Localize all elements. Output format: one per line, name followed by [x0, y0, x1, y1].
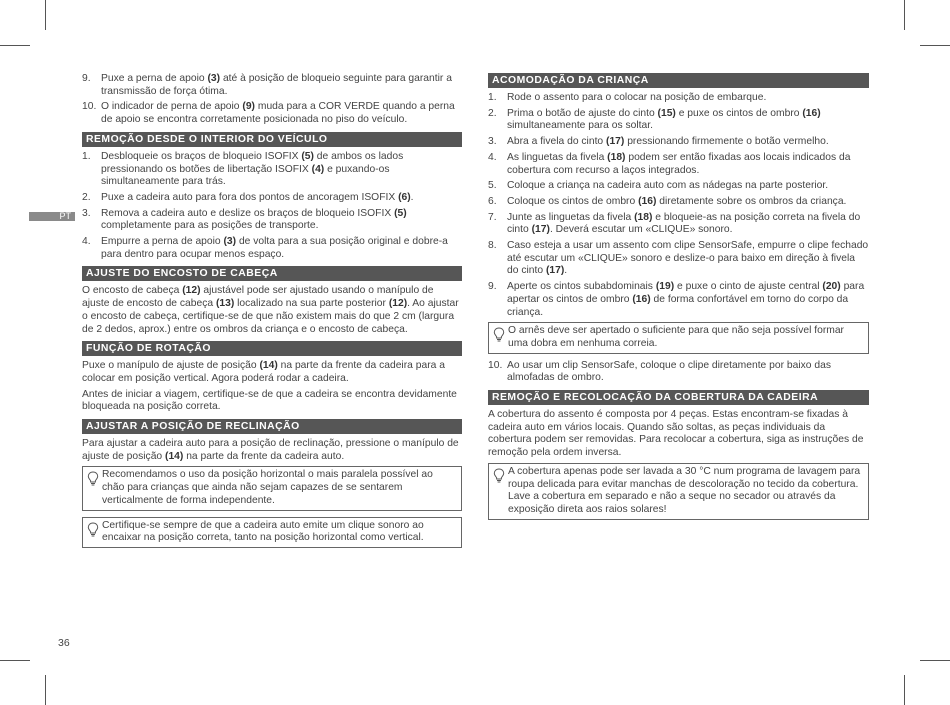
list-item: 9. Aperte os cintos subabdominais (19) e puxe o cinto de ajuste central (20) para apertar os cintos de ombro (16) de forma confortável em torno do corpo da criança.: [488, 281, 865, 318]
paragraph: Antes de iniciar a viagem, certifique-se de que a cadeira se encontra devidamente bloqueada na posição correta.: [82, 388, 457, 413]
note-text: O arnês deve ser apertado o suficiente para que não seja possível formar uma dobra em nenhuma correia.: [508, 325, 844, 349]
paragraph: Para ajustar a cadeira auto para a posição de reclinação, pressione o manípulo de ajuste de posição (14) na parte da frente da cadeira auto.: [82, 438, 459, 462]
list-item: 1. Rode o assento para o colocar na posição de embarque.: [488, 92, 767, 103]
lightbulb-icon: [493, 468, 505, 483]
crop-mark: [45, 675, 46, 705]
crop-mark: [904, 0, 905, 30]
list-item: 9. Puxe a perna de apoio (3) até à posição de bloqueio seguinte para garantir a transmissão de força ótima.: [82, 73, 452, 97]
section-heading: REMOÇÃO E RECOLOCAÇÃO DA COBERTURA DA CADEIRA: [488, 390, 869, 405]
section-heading: AJUSTAR A POSIÇÃO DE RECLINAÇÃO: [82, 419, 462, 434]
list-item: 4. As linguetas da fivela (18) podem ser então fixadas aos locais indicados da cobertura com recurso a laços integrados.: [488, 151, 851, 176]
paragraph: O encosto de cabeça (12) ajustável pode ser ajustado usando o manípulo de ajuste de encosto de cabeça (13) localizado na sua parte posterior (12). Ao ajustar o encosto de cabeça, certifique-se de que não existem mais do que 2 cm (largura de 2 dedos, aprox.) entre os ombros da criança e o encosto de cabeça.: [82, 285, 459, 335]
list-item: 2. Puxe a cadeira auto para fora dos pontos de ancoragem ISOFIX (6).: [82, 191, 414, 203]
note-box: [488, 463, 869, 520]
language-tab: PT: [29, 212, 75, 221]
note-box: [488, 322, 869, 353]
crop-mark: [920, 45, 950, 46]
list-item: 3. Abra a fivela do cinto (17) pressionando firmemente o botão vermelho.: [488, 136, 829, 148]
list-item: 6. Coloque os cintos de ombro (16) diretamente sobre os ombros da criança.: [488, 195, 847, 207]
paragraph: Puxe o manípulo de ajuste de posição (14) na parte da frente da cadeira para a colocar em posição vertical. Agora poderá rodar a cadeira.: [82, 360, 445, 384]
note-text: A cobertura apenas pode ser lavada a 30 °C num programa de lavagem para roupa delicada para evitar manchas de descoloração no tecido da cobertura. Lave a cobertura em separado e não a seque no secador ou através da exposição direta aos raios solares!: [508, 465, 861, 515]
crop-mark: [0, 45, 30, 46]
child-fitting-steps: [488, 92, 869, 319]
list-item: 2. Prima o botão de ajuste do cinto (15) e puxe os cintos de ombro (16) simultaneamente para os soltar.: [488, 107, 821, 132]
page-number: 36: [58, 637, 70, 649]
crop-mark: [904, 675, 905, 705]
left-column: [82, 73, 462, 554]
right-column: [488, 73, 869, 526]
removal-steps: [82, 151, 462, 262]
list-item: 1. Desbloqueie os braços de bloqueio ISOFIX (5) de ambos os lados pressionando os botões de libertação ISOFIX (4) e puxando-os simultaneamente para trás.: [82, 150, 404, 188]
lightbulb-icon: [493, 327, 505, 342]
section-heading: REMOÇÃO DESDE O INTERIOR DO VEÍCULO: [82, 132, 462, 147]
list-item: 4. Empurre a perna de apoio (3) de volta para a sua posição original e dobre-a para dentro para ocupar menos espaço.: [82, 236, 448, 260]
crop-mark: [45, 0, 46, 30]
list-item: 7. Junte as linguetas da fivela (18) e bloqueie-as na posição correta na fivela do cinto (17). Deverá escutar um «CLIQUE» sonoro.: [488, 211, 861, 236]
paragraph: A cobertura do assento é composta por 4 peças. Estas encontram-se fixadas à cadeira auto em vários locais. Quando são soltas, as peças individuais da cobertura podem ser removidas. Para recolocar a cobertura, siga as instruções de remoção pela ordem inversa.: [488, 409, 864, 459]
section-heading: FUNÇÃO DE ROTAÇÃO: [82, 341, 462, 356]
list-item: 5. Coloque a criança na cadeira auto com as nádegas na parte posterior.: [488, 180, 829, 192]
crop-mark: [920, 660, 950, 661]
list-item: 10. Ao usar um clip SensorSafe, coloque o clipe diretamente por baixo das almofadas de ombro.: [488, 359, 831, 384]
section-heading: ACOMODAÇÃO DA CRIANÇA: [488, 73, 869, 88]
lightbulb-icon: [87, 471, 99, 486]
list-item: 3. Remova a cadeira auto e deslize os braços de bloqueio ISOFIX (5) completamente para as posições de transporte.: [82, 207, 407, 232]
list-item: 10. O indicador de perna de apoio (9) muda para a COR VERDE quando a perna de apoio se encontra corretamente posicionada no piso do veículo.: [82, 101, 455, 126]
note-text: Certifique-se sempre de que a cadeira auto emite um clique sonoro ao encaixar na posição correta, tanto na posição horizontal como vertical.: [102, 519, 424, 544]
note-box: [82, 517, 462, 548]
note-box: [82, 466, 462, 510]
crop-mark: [0, 660, 30, 661]
section-heading: AJUSTE DO ENCOSTO DE CABEÇA: [82, 266, 462, 281]
list-item: 8. Caso esteja a usar um assento com clipe SensorSafe, empurre o clipe fechado até escutar um «CLIQUE» sonoro e deslize-o para baixo em direção à fivela do cinto (17).: [488, 240, 869, 277]
note-text: Recomendamos o uso da posição horizontal o mais paralela possível ao chão para crianças que ainda não sejam capazes de se sentarem verticalmente de forma independente.: [102, 469, 433, 506]
list-continued: [82, 73, 462, 127]
lightbulb-icon: [87, 522, 99, 537]
child-fitting-steps-cont: [488, 360, 869, 385]
